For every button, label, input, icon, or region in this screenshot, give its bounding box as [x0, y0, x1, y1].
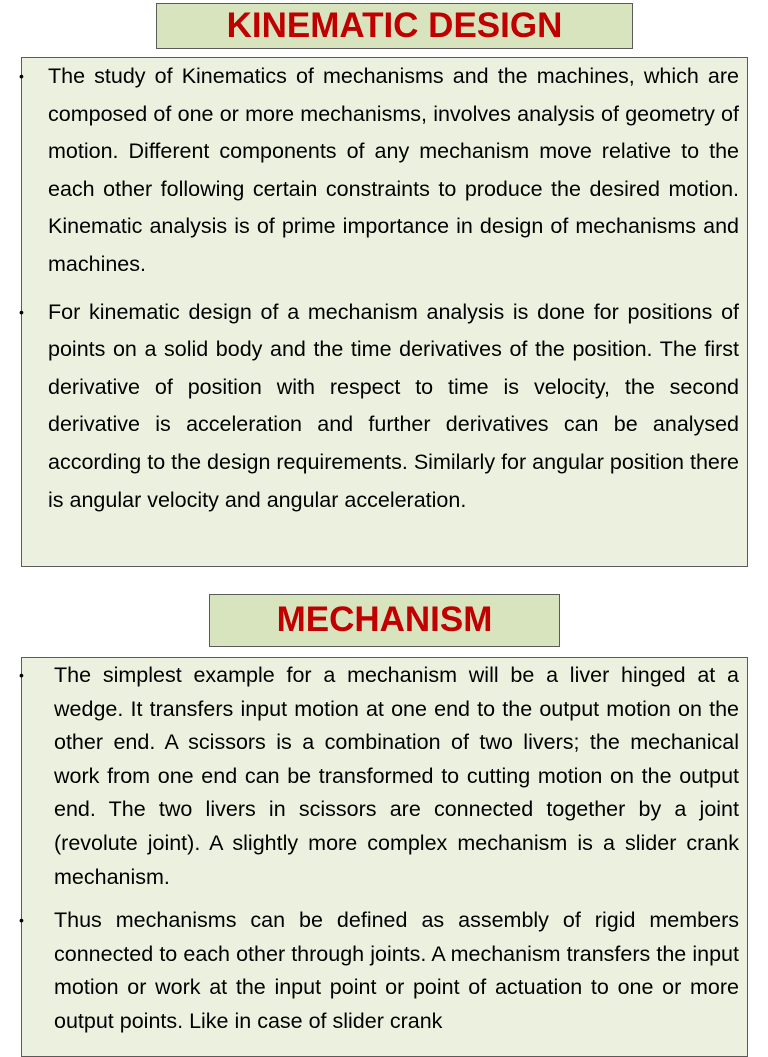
bullet-icon: •: [19, 303, 24, 320]
bullet-icon: •: [19, 667, 24, 683]
kinematic-design-title: [156, 3, 633, 49]
paragraph-text: The simplest example for a mechanism will be a liver hinged at a wedge. It transfers input motion at one end to the output motion on the other end. A scissors is a combination of two livers; the mechanical work from one end can be transformed to cutting motion on the output end. The two livers in scissors are connected together by a joint (revolute joint). A slightly more complex mechanism is a slider crank mechanism.: [54, 663, 739, 889]
kinematic-design-title-text: KINEMATIC DESIGN: [226, 6, 563, 45]
bullet-icon: •: [19, 912, 24, 929]
paragraph-text: The study of Kinematics of mechanisms and the machines, which are composed of one or more mechanisms, involves analysis of geometry of motion. Different components of any mechanism move relative to the each other following certain constraints to produce the desired motion. Kinematic analysis is of prime importance in design of mechanisms and machines.: [48, 64, 739, 276]
kinematic-design-paragraph-2: [19, 294, 739, 520]
mechanism-title: [209, 594, 560, 647]
kinematic-design-paragraph-1: [19, 58, 739, 284]
mechanism-content: [21, 657, 748, 1057]
mechanism-title-text: MECHANISM: [276, 600, 493, 639]
paragraph-text: Thus mechanisms can be defined as assembly of rigid members connected to each other through joints. A mechanism transfers the input motion or work at the input point or point of actuation to one or more output points. Like in case of slider crank: [54, 908, 739, 1033]
kinematic-design-content: [21, 57, 748, 567]
mechanism-paragraph-1: [19, 659, 739, 894]
bullet-icon: •: [19, 68, 24, 84]
paragraph-text: For kinematic design of a mechanism analysis is done for positions of points on a solid body and the time derivatives of the position. The first derivative of position with respect to time is velocity, the second derivative is acceleration and further derivatives can be analysed according to the design requirements. Similarly for angular position there is angular velocity and angular acceleration.: [48, 299, 739, 512]
mechanism-paragraph-2: [19, 904, 739, 1038]
